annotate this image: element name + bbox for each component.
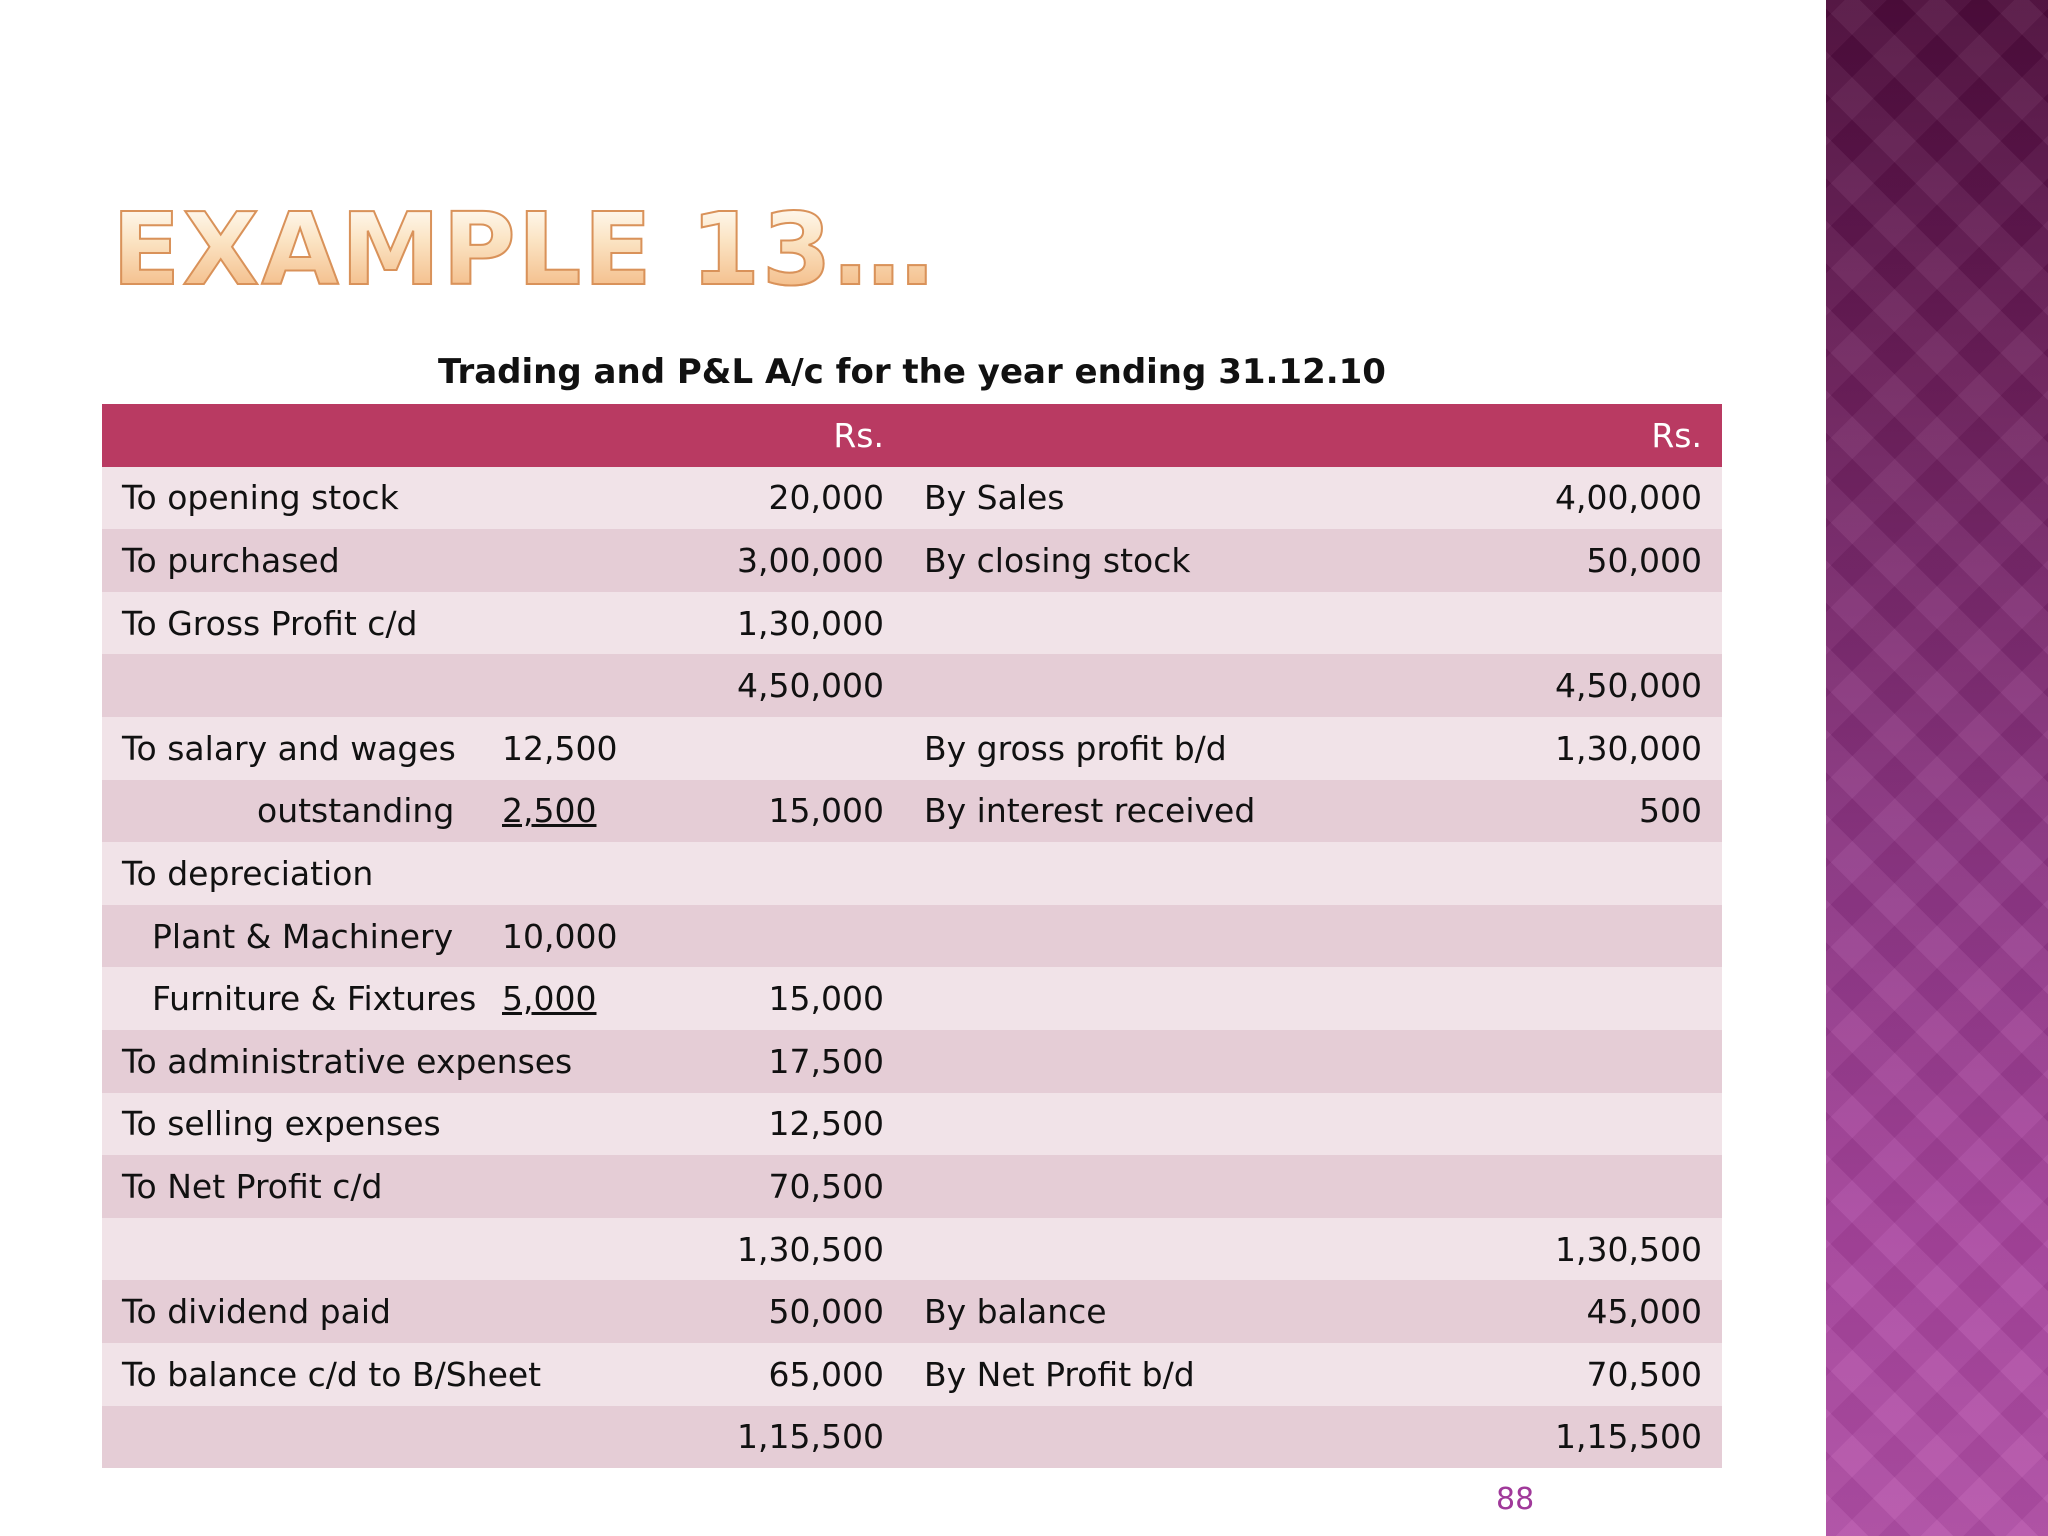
debit-amount: 20,000 bbox=[768, 478, 884, 518]
header-blank bbox=[904, 404, 1364, 467]
credit-description bbox=[904, 1093, 1364, 1156]
debit-description: To salary and wages bbox=[122, 728, 456, 768]
table-row bbox=[102, 529, 1722, 592]
credit-amount: 1,30,500 bbox=[1555, 1229, 1702, 1269]
debit-description: To balance c/d to B/Sheet bbox=[122, 1354, 542, 1394]
credit-description bbox=[904, 967, 1364, 1030]
debit-amount bbox=[592, 842, 904, 905]
debit-amount: 17,500 bbox=[768, 1041, 884, 1081]
table-row bbox=[102, 842, 1722, 905]
credit-description bbox=[904, 1030, 1364, 1093]
debit-subamount bbox=[482, 842, 592, 905]
debit-description bbox=[102, 1406, 482, 1469]
debit-subamount bbox=[482, 592, 592, 655]
table-row bbox=[102, 717, 1722, 780]
table-row bbox=[102, 592, 1722, 655]
debit-description: To purchased bbox=[122, 540, 340, 580]
table-row bbox=[102, 1155, 1722, 1218]
credit-amount: 45,000 bbox=[1586, 1292, 1702, 1332]
header-currency-right: Rs. bbox=[1651, 415, 1702, 455]
debit-subamount bbox=[482, 1155, 592, 1218]
slide-title: EXAMPLE 13… bbox=[112, 191, 936, 308]
debit-subamount: 12,500 bbox=[502, 728, 618, 768]
credit-description bbox=[904, 905, 1364, 968]
credit-amount: 70,500 bbox=[1586, 1354, 1702, 1394]
decorative-side-band bbox=[1826, 0, 2048, 1536]
table-caption: Trading and P&L A/c for the year ending 31.12.10 bbox=[438, 352, 1386, 392]
table-row bbox=[102, 905, 1722, 968]
table-row-total bbox=[102, 1218, 1722, 1281]
header-blank bbox=[482, 404, 592, 467]
credit-description: By Sales bbox=[924, 478, 1065, 518]
debit-subamount bbox=[482, 1406, 592, 1469]
credit-description: By balance bbox=[924, 1292, 1107, 1332]
credit-amount: 4,00,000 bbox=[1555, 478, 1702, 518]
debit-description: To selling expenses bbox=[122, 1104, 441, 1144]
credit-description: By gross profit b/d bbox=[924, 728, 1227, 768]
table-row bbox=[102, 1280, 1722, 1343]
table-row-total bbox=[102, 654, 1722, 717]
debit-description: Plant & Machinery bbox=[152, 916, 454, 956]
credit-description: By closing stock bbox=[924, 540, 1191, 580]
ledger-table bbox=[102, 404, 1722, 1468]
debit-subamount: 5,000 bbox=[502, 979, 597, 1019]
credit-amount bbox=[1364, 1030, 1722, 1093]
credit-description bbox=[904, 1218, 1364, 1281]
debit-amount: 1,30,500 bbox=[737, 1229, 884, 1269]
credit-amount: 50,000 bbox=[1586, 540, 1702, 580]
debit-description bbox=[102, 1218, 482, 1281]
credit-amount bbox=[1364, 592, 1722, 655]
debit-subamount bbox=[482, 1093, 592, 1156]
credit-description: By interest received bbox=[924, 791, 1256, 831]
debit-amount: 70,500 bbox=[768, 1166, 884, 1206]
debit-subamount bbox=[482, 1218, 592, 1281]
table-header-row bbox=[102, 404, 1722, 467]
debit-subamount bbox=[482, 467, 592, 530]
page-number: 88 bbox=[1496, 1482, 1535, 1517]
debit-description: To Net Profit c/d bbox=[122, 1166, 383, 1206]
debit-subamount bbox=[482, 529, 592, 592]
credit-amount bbox=[1364, 1093, 1722, 1156]
credit-description: By Net Profit b/d bbox=[924, 1354, 1195, 1394]
debit-amount bbox=[592, 905, 904, 968]
credit-amount: 1,15,500 bbox=[1555, 1417, 1702, 1457]
debit-amount: 65,000 bbox=[768, 1354, 884, 1394]
table-row bbox=[102, 467, 1722, 530]
debit-amount: 15,000 bbox=[768, 791, 884, 831]
debit-amount: 1,30,000 bbox=[737, 603, 884, 643]
debit-description: To Gross Profit c/d bbox=[122, 603, 418, 643]
table-row bbox=[102, 1093, 1722, 1156]
credit-amount: 500 bbox=[1639, 791, 1702, 831]
table-row bbox=[102, 1030, 1722, 1093]
debit-amount: 1,15,500 bbox=[737, 1417, 884, 1457]
table-row bbox=[102, 780, 1722, 843]
table-row-total bbox=[102, 1406, 1722, 1469]
debit-description: Furniture & Fixtures bbox=[152, 979, 477, 1019]
debit-description: To administrative expenses bbox=[122, 1041, 573, 1081]
credit-description bbox=[904, 592, 1364, 655]
credit-amount: 4,50,000 bbox=[1555, 666, 1702, 706]
debit-subamount bbox=[482, 654, 592, 717]
credit-description bbox=[904, 1406, 1364, 1469]
debit-subamount bbox=[482, 1280, 592, 1343]
table-row bbox=[102, 1343, 1722, 1406]
debit-amount: 3,00,000 bbox=[737, 540, 884, 580]
debit-description bbox=[102, 654, 482, 717]
credit-amount bbox=[1364, 842, 1722, 905]
debit-subamount: 2,500 bbox=[502, 791, 597, 831]
credit-amount bbox=[1364, 1155, 1722, 1218]
debit-amount: 12,500 bbox=[768, 1104, 884, 1144]
debit-description: outstanding bbox=[257, 791, 455, 831]
debit-description: To dividend paid bbox=[122, 1292, 391, 1332]
debit-description: To depreciation bbox=[122, 853, 374, 893]
credit-amount: 1,30,000 bbox=[1555, 728, 1702, 768]
credit-amount bbox=[1364, 905, 1722, 968]
credit-description bbox=[904, 1155, 1364, 1218]
debit-amount: 50,000 bbox=[768, 1292, 884, 1332]
debit-amount: 4,50,000 bbox=[737, 666, 884, 706]
header-blank bbox=[102, 404, 482, 467]
credit-description bbox=[904, 842, 1364, 905]
debit-description: To opening stock bbox=[122, 478, 399, 518]
table-row bbox=[102, 967, 1722, 1030]
credit-description bbox=[904, 654, 1364, 717]
credit-amount bbox=[1364, 967, 1722, 1030]
debit-amount: 15,000 bbox=[768, 979, 884, 1019]
debit-amount bbox=[592, 717, 904, 780]
debit-subamount: 10,000 bbox=[502, 916, 618, 956]
header-currency-left: Rs. bbox=[833, 415, 884, 455]
